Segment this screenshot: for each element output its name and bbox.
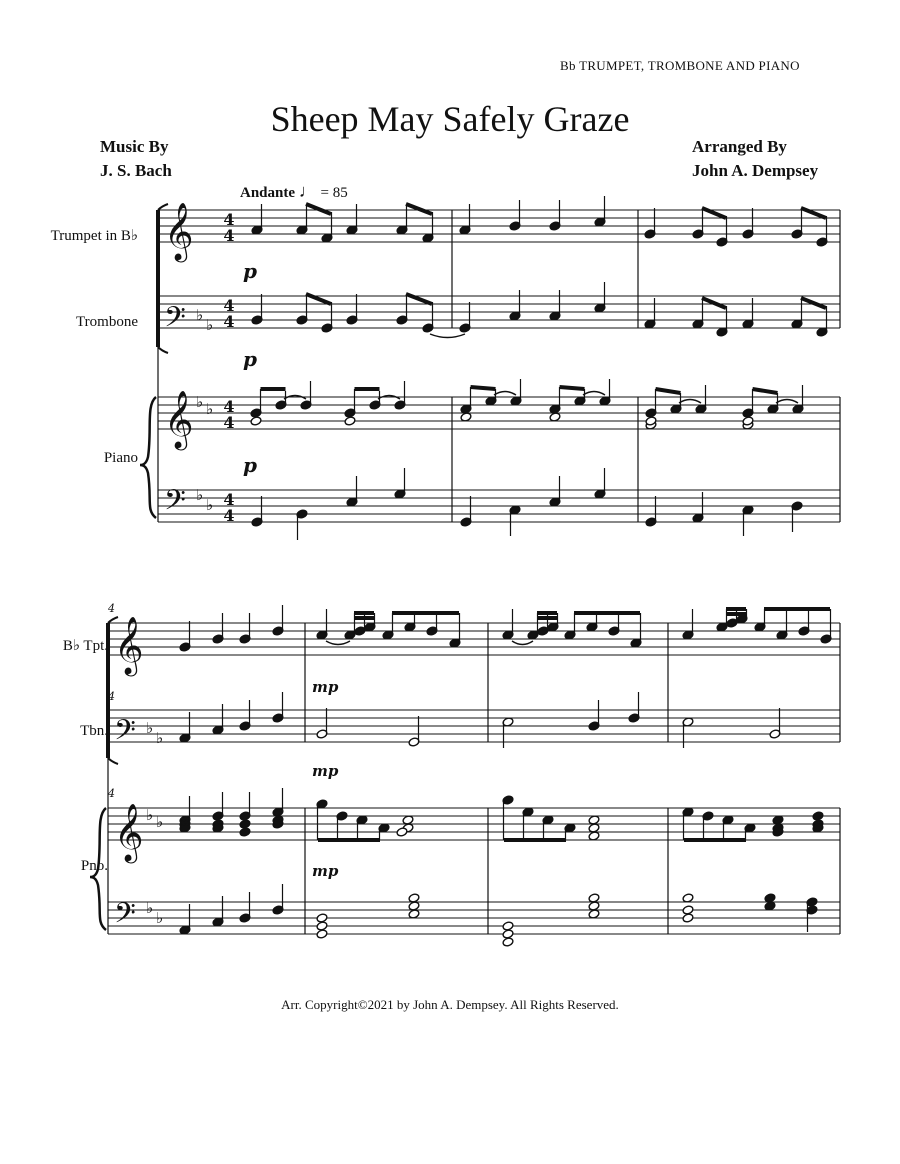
flat-icon: ♭ — [206, 496, 214, 514]
note-head — [316, 929, 328, 939]
flat-icon: ♭ — [146, 899, 154, 917]
treble-clef-icon: 𝄞 — [114, 803, 144, 861]
dynamic-marking: mp — [312, 762, 339, 780]
dynamic-marking: p — [243, 259, 257, 283]
note-head — [316, 921, 328, 931]
flat-icon: ♭ — [146, 719, 154, 737]
note-head — [344, 416, 356, 426]
note-head — [502, 929, 514, 939]
flat-icon: ♭ — [196, 306, 204, 324]
note-beam — [702, 298, 726, 308]
note-beam — [656, 389, 681, 393]
note-head — [682, 905, 694, 915]
piano-abbrev-label: Pno. — [80, 858, 108, 874]
measure-number: 4 — [108, 787, 115, 800]
time-signature-top: 4 — [223, 397, 235, 416]
instrumentation-header: Bb TRUMPET, TROMBONE AND PIANO — [560, 58, 800, 73]
note-beam — [471, 387, 496, 389]
bass-clef-icon: 𝄢 — [164, 301, 186, 341]
arranged-by-label: Arranged By — [692, 137, 787, 156]
flat-icon: ♭ — [196, 393, 204, 411]
note-head — [396, 827, 408, 837]
composer-name: J. S. Bach — [100, 161, 172, 180]
note-head — [812, 811, 824, 821]
tie — [583, 392, 605, 396]
flat-icon: ♭ — [156, 729, 164, 747]
note-beam — [406, 204, 432, 214]
dynamic-marking: p — [243, 453, 257, 477]
bass-clef-icon: 𝄢 — [114, 897, 136, 937]
note-head — [682, 913, 694, 923]
trumpet-abbrev-label: B♭ Tpt. — [62, 638, 108, 654]
bass-clef-icon: 𝄢 — [164, 484, 186, 524]
tie — [430, 334, 465, 338]
note-head — [239, 819, 251, 829]
time-signature-bottom: 4 — [223, 312, 235, 331]
time-signature-top: 4 — [223, 490, 235, 509]
quarter-note-icon: ♩ — [298, 181, 317, 201]
tempo-word: Andante — [240, 185, 296, 201]
bass-clef-icon: 𝄢 — [114, 714, 136, 754]
trumpet-label: Trumpet in B♭ — [50, 228, 138, 244]
tie — [326, 641, 350, 645]
flat-icon: ♭ — [206, 400, 214, 418]
copyright-notice: Arr. Copyright©2021 by John A. Dempsey. All Rights Reserved. — [281, 997, 619, 1012]
piano-label: Piano — [103, 450, 138, 466]
note-head — [502, 937, 514, 947]
note-beam — [753, 389, 778, 393]
measure-number: 4 — [108, 602, 115, 615]
trombone-abbrev-label: Tbn. — [80, 723, 108, 739]
note-beam — [560, 387, 585, 389]
flat-icon: ♭ — [156, 909, 164, 927]
flat-icon: ♭ — [196, 486, 204, 504]
tie — [679, 400, 701, 404]
dynamic-marking: mp — [312, 862, 339, 880]
flat-icon: ♭ — [206, 316, 214, 334]
flat-icon: ♭ — [146, 806, 154, 824]
note-head — [239, 827, 251, 837]
note-head — [502, 921, 514, 931]
time-signature-top: 4 — [223, 210, 235, 229]
dynamic-marking: p — [243, 347, 257, 371]
piano-brace-2 — [90, 808, 106, 930]
measure-number: 4 — [108, 690, 115, 703]
treble-clef-icon: 𝄞 — [114, 616, 144, 674]
time-signature-bottom: 4 — [223, 226, 235, 245]
tie — [776, 400, 798, 404]
treble-clef-icon: 𝄞 — [164, 202, 194, 260]
note-beam — [801, 298, 826, 308]
tie — [494, 392, 516, 396]
arranger-name: John A. Dempsey — [692, 161, 819, 180]
time-signature-top: 4 — [223, 296, 235, 315]
piano-brace-1 — [140, 397, 156, 518]
note-head — [250, 416, 262, 426]
time-signature-bottom: 4 — [223, 413, 235, 432]
tempo-value: = 85 — [320, 185, 348, 201]
piece-title: Sheep May Safely Graze — [270, 99, 630, 139]
treble-clef-icon: 𝄞 — [164, 390, 194, 448]
tie — [512, 641, 533, 645]
music-by-label: Music By — [100, 137, 169, 156]
dynamic-marking: mp — [312, 678, 339, 696]
trombone-label: Trombone — [76, 314, 138, 330]
note-head — [316, 913, 328, 923]
note-beam — [306, 204, 331, 214]
flat-icon: ♭ — [156, 813, 164, 831]
time-signature-bottom: 4 — [223, 506, 235, 525]
